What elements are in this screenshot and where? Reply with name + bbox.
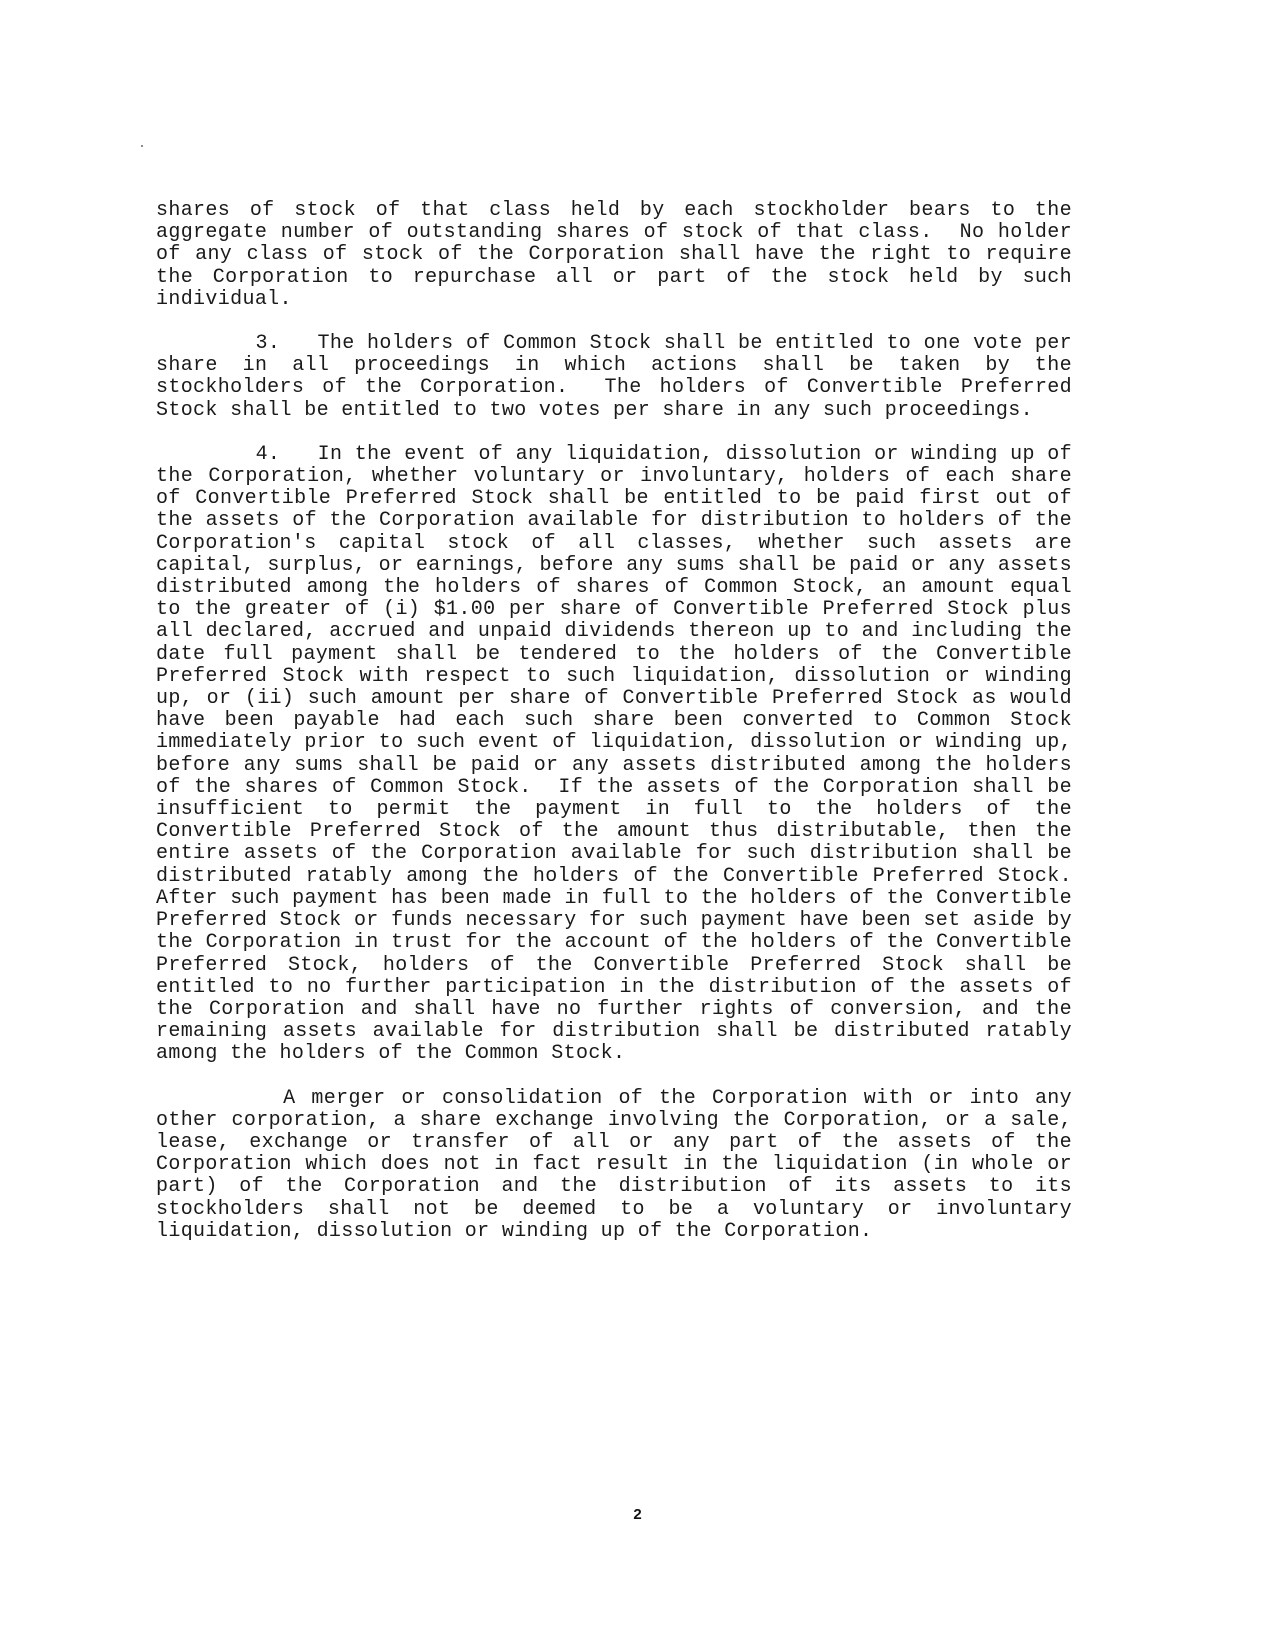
document-body	[156, 199, 1097, 1265]
paragraph-merger: A merger or consolidation of the Corporation with or into any other corporation, a share exchange involving the Corporation, or a sale, lease, exchange or transfer of all or any part of the assets of the Corporation which does not in fact result in the liquidation (in whole or part) of the Corporation and the distribution of its assets to its stockholders shall not be deemed to be a voluntary or involuntary liquidation, dissolution or winding up of the Corporation.	[156, 1086, 1085, 1243]
paragraph-section-4: 4. In the event of any liquidation, dissolution or winding up of the Corporation, whether voluntary or involuntary, holders of each share of Convertible Preferred Stock shall be entitled to be paid first out of the assets of the Corporation available for distribution to holders of the Corporation's capital stock of all classes, whether such assets are capital, surplus, or earnings, before any sums shall be paid or any assets distributed among the holders of shares of Common Stock, an amount equal to the greater of (i) $1.00 per share of Convertible Preferred Stock plus all declared, accrued and unpaid dividends thereon up to and including the date full payment shall be tendered to the holders of the Convertible Preferred Stock with respect to such liquidation, dissolution or winding up, or (ii) such amount per share of Convertible Preferred Stock as would have been payable had each such share been converted to Common Stock immediately prior to such event of liquidation, dissolution or winding up, before any sums shall be paid or any assets distributed among the holders of the shares of Common Stock. If the assets of the Corporation shall be insufficient to permit the payment in full to the holders of the Convertible Preferred Stock of the amount thus distributable, then the entire assets of the Corporation available for such distribution shall be distributed ratably among the holders of the Convertible Preferred Stock. After such payment has been made in full to the holders of the Convertible Preferred Stock or funds necessary for such payment have been set aside by the Corporation in trust for the account of the holders of the Convertible Preferred Stock, holders of the Convertible Preferred Stock shall be entitled to no further participation in the distribution of the assets of the Corporation and shall have no further rights of conversion, and the remaining assets available for distribution shall be distributed ratably among the holders of the Common Stock.	[156, 442, 1097, 1066]
paragraph-section-3: 3. The holders of Common Stock shall be entitled to one vote per share in all proceedings in which actions shall be taken by the stockholders of the Corporation. The holders of Convertible Preferred Stock shall be entitled to two votes per share in any such proceedings.	[156, 332, 1085, 422]
scan-artifact-dot	[141, 145, 143, 147]
paragraph-continuation: shares of stock of that class held by each stockholder bears to the aggregate number of outstanding shares of stock of that class. No holder of any class of stock of the Corporation shall have the right to require the Corporation to repurchase all or part of the stock held by such individual.	[156, 199, 1085, 311]
page-number: 2	[633, 1506, 642, 1523]
